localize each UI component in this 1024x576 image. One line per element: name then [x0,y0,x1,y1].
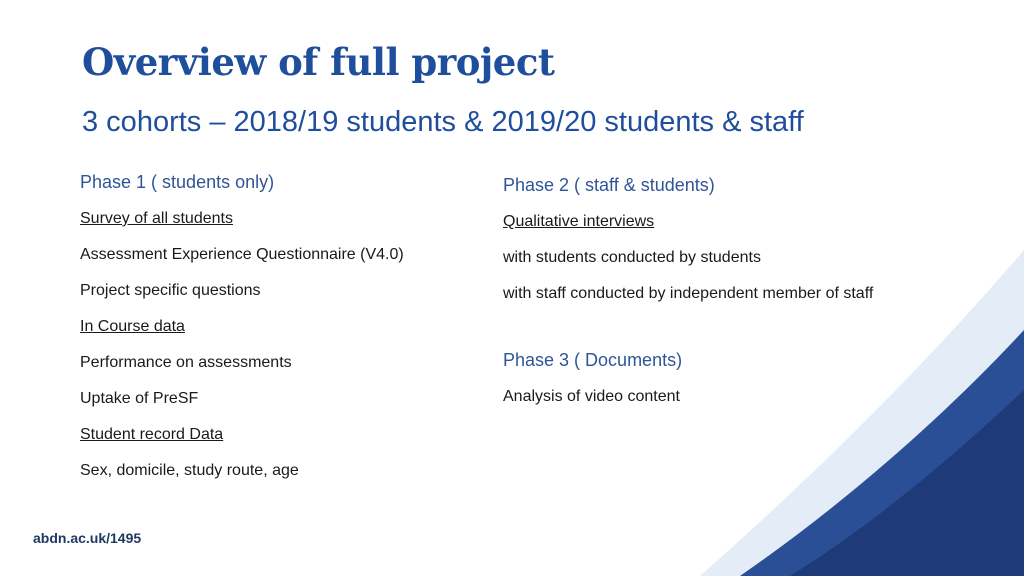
in-course-subheading: In Course data [80,318,185,335]
phase-2-heading: Phase 2 ( staff & students) [503,175,715,195]
phase-1-heading: Phase 1 ( students only) [80,172,275,192]
list-item: with staff conducted by independent member of staff [503,285,874,302]
student-record-subheading: Student record Data [80,426,224,443]
list-item: Performance on assessments [80,354,292,371]
phase-1-column [80,172,500,497]
slide-title: Overview of full project [82,40,555,84]
list-item: Analysis of video content [503,388,680,405]
list-item: Uptake of PreSF [80,390,199,407]
phase-2-3-column [503,175,923,423]
footer-url[interactable]: abdn.ac.uk/1495 [33,530,142,546]
survey-subheading: Survey of all students [80,210,233,227]
slide-subtitle: 3 cohorts – 2018/19 students & 2019/20 students & staff [82,106,804,138]
list-item: Sex, domicile, study route, age [80,462,299,479]
list-item: with students conducted by students [503,249,761,266]
qualitative-subheading: Qualitative interviews [503,213,655,230]
phase-3-heading: Phase 3 ( Documents) [503,350,683,370]
list-item: Assessment Experience Questionnaire (V4.0) [80,246,404,263]
list-item: Project specific questions [80,282,261,299]
